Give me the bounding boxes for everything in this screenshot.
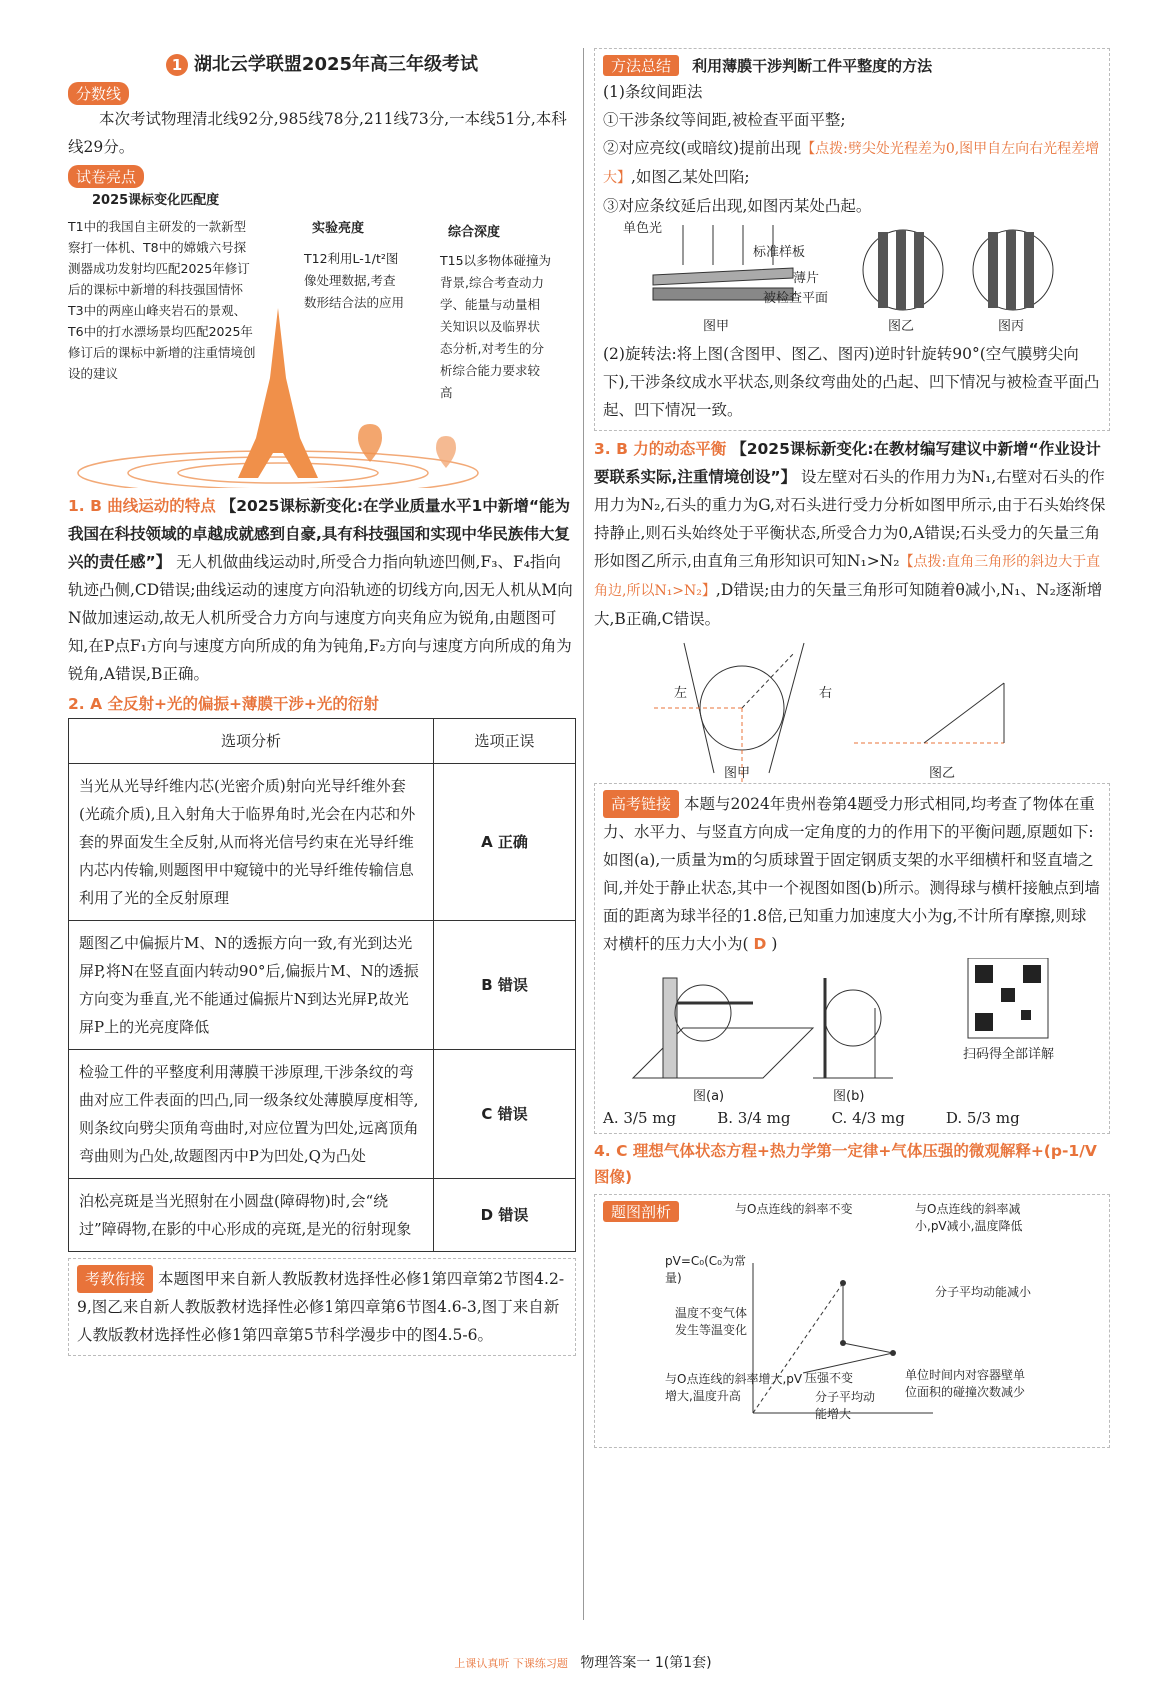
q3-note: 【点拨:直角三角形的斜边大于直角边,所以N₁>N₂】 xyxy=(594,554,1101,599)
q3-block xyxy=(594,435,1110,633)
annotation-collision-decrease: 单位时间内对容器壁单位面积的碰撞次数减少 xyxy=(905,1368,1026,1399)
highlights-panel xyxy=(68,188,576,488)
annotation-pv-constant: pV=C₀(C₀为常量) xyxy=(665,1254,746,1285)
annotation-slope-unchanged: 与O点连线的斜率不变 xyxy=(735,1202,853,1216)
label-right: 右 xyxy=(819,686,833,701)
table-row xyxy=(69,1050,576,1179)
highlights-tag: 试卷亮点 xyxy=(68,165,144,188)
q3-text-2: ,D错误;由力的矢量三角形可知随着θ减小,N₁、N₂逐渐增大,B正确,C错误。 xyxy=(594,581,1103,628)
textbook-link-tag: 考教衔接 xyxy=(77,1265,153,1293)
force-diagram-svg xyxy=(594,633,1110,783)
label-fig-a-orig: 图(a) xyxy=(693,1089,725,1104)
annotation-pressure-constant: 压强不变 xyxy=(805,1371,854,1385)
right-column xyxy=(594,48,1110,1448)
annotation-temp-increase: 与O点连线的斜率增大,pV增大,温度升高 xyxy=(665,1372,803,1403)
q3-text-1: 设左壁对石头的作用力为N₁,右壁对石头的作用力为N₂,石头的重力为G,对石头进行受力分析如图甲所示,由于石头始终保持静止,则石头始终处于平衡状态,所受合力为0,A错误;石头受力的矢量三角形如图乙所示,由直角三角形知识可知N₁>N₂ xyxy=(594,468,1106,570)
option-d: D. 5/3 mg xyxy=(945,1109,1020,1127)
match-title: 2025课标变化匹配度 xyxy=(92,193,220,208)
textbook-link-text: 本题图甲来自新人教版教材选择性必修1第四章第2节图4.2-9,图乙来自新人教版教材选择性必修1第四章第6节图4.6-3,图丁来自新人教版教材选择性必修1第四章第5节科学漫步中的图4.5-6。 xyxy=(77,1270,565,1344)
original-answer: D xyxy=(753,935,767,953)
interference-figures xyxy=(603,220,1101,340)
q3-heading: 3. B 力的动态平衡 xyxy=(594,440,727,458)
column-divider xyxy=(583,48,584,1620)
left-column xyxy=(68,48,576,1356)
table-row xyxy=(69,1179,576,1252)
original-question-end: ) xyxy=(771,935,778,953)
table-cell-analysis: 泊松亮斑是当光照射在小圆盘(障碍物)时,会“绕过”障碍物,在影的中心形成的亮斑,是光的衍射现象 xyxy=(69,1179,434,1252)
option-c: C. 4/3 mg xyxy=(831,1109,905,1127)
option-a: A. 3/5 mg xyxy=(603,1109,677,1127)
q1-block xyxy=(68,492,576,688)
exam-number-badge: 1 xyxy=(166,54,188,76)
original-figures xyxy=(603,958,1101,1108)
table-cell-analysis: 当光从光导纤维内芯(光密介质)射向光导纤维外套(光疏介质),且入射角大于临界角时,光会在内芯和外套的界面发生全反射,从而将光信号约束在光导纤维内芯内传输,则题图甲中窥镜中的光导纤维传输信息利用了光的全反射原理 xyxy=(69,764,434,921)
q1-text: 无人机做曲线运动时,所受合力指向轨迹凹侧,F₃、F₄指向轨迹凸侧,CD错误;曲线运动的速度方向沿轨迹的切线方向,因无人机从M向N做加速运动,故无人机所受合力方向与速度方向夹角应为锐角,由题图可知,在P点F₁方向与速度方向所成的角为钝角,F₂方向与速度方向所成的角为锐角,A错误,B正确。 xyxy=(68,553,573,683)
q3-figures xyxy=(594,633,1110,783)
figure-analysis-tag: 题图剖析 xyxy=(603,1201,679,1222)
footer-logo-text: 上课认真听 下课练习题 xyxy=(454,1657,568,1670)
exam-link-text: 本题与2024年贵州卷第4题受力形式相同,均考查了物体在重力、水平力、与竖直方向成一定角度的力的作用下的平衡问题,原题如下: xyxy=(603,795,1095,841)
score-tag: 分数线 xyxy=(68,82,129,105)
method-summary-box xyxy=(594,48,1110,431)
table-cell-result: D 错误 xyxy=(434,1179,576,1252)
option-b: B. 3/4 mg xyxy=(717,1109,791,1127)
page-footer xyxy=(0,1652,1166,1672)
q1-standard-change: 【2025课标新变化:在学业质量水平1中新增“能为我国在科技领域的卓越成就感到自豪,具有科技强国和实现中华民族伟大复兴的责任感”】 xyxy=(68,497,571,571)
method-line2-a: ②对应亮纹(或暗纹)提前出现 xyxy=(603,139,802,157)
original-question xyxy=(603,846,1101,958)
label-tested-plane: 被检查平面 xyxy=(763,291,829,306)
depth-title: 综合深度 xyxy=(448,225,501,240)
q2-textbook-link xyxy=(68,1258,576,1356)
exp-text: T12利用L-1/t²图像处理数据,考查数形结合法的应用 xyxy=(304,251,405,310)
method-line3: ③对应条纹延后出现,如图丙某处凸起。 xyxy=(603,197,872,215)
match-text: T1中的我国自主研发的一款新型察打一体机、T8中的嫦娥六号探测器成功发射均匹配2025年修订后的课标中新增的科技强国情怀 T3中的两座山峰夹岩石的景观、T6中的打水漂场景均匹配2025年修订后的课标中新增的注重情境创设的建议 xyxy=(68,219,256,381)
table-header-result: 选项正误 xyxy=(434,719,576,764)
table-row xyxy=(69,764,576,921)
table-cell-analysis: 题图乙中偏振片M、N的透振方向一致,有光到达光屏P,将N在竖直面内转动90°后,偏振片M、N的透振方向变为垂直,光不能通过偏振片N到达光屏P,故光屏P上的光亮度降低 xyxy=(69,921,434,1050)
annotation-temp-decrease: 与O点连线的斜率减小,pV减小,温度降低 xyxy=(915,1202,1023,1233)
method-p1: (1)条纹间距法 xyxy=(603,83,703,101)
q2-options-table xyxy=(68,718,576,1252)
q1-heading: 1. B 曲线运动的特点 xyxy=(68,497,216,515)
label-fig-b: 图乙 xyxy=(888,319,915,334)
label-fig-b-orig: 图(b) xyxy=(833,1089,865,1104)
method-p2: (2)旋转法:将上图(含图甲、图乙、图丙)逆时针旋转90°(空气膜劈尖向下),干涉条纹成水平状态,则条纹弯曲处的凸起、凹下情况与被检查平面凸起、凹下情况一致。 xyxy=(603,345,1100,419)
label-monochromatic-light: 单色光 xyxy=(623,221,663,236)
method-line2-note: 【点拨:劈尖处光程差为0,图甲自左向右光程差增大】 xyxy=(603,141,1100,186)
original-question-text: 如图(a),一质量为m的匀质球置于固定钢质支架的水平细横杆和竖直墙之间,并处于静止状态,其中一个视图如图(b)所示。测得球与横杆接触点到墙面的距离为球半径的1.8倍,已知重力加速度大小为g,不计所有摩擦,则球对横杆的压力大小为( xyxy=(603,851,1100,953)
annotation-ke-decrease: 分子平均动能减小 xyxy=(935,1285,1032,1299)
table-row xyxy=(69,921,576,1050)
interference-svg xyxy=(603,220,1103,340)
label-left: 左 xyxy=(674,686,688,701)
label-fig-jia: 图甲 xyxy=(724,766,751,781)
q3-standard-change: 【2025课标新变化:在教材编写建议中新增“作业设计要联系实际,注重情境创设”】 xyxy=(594,440,1101,486)
table-header-row xyxy=(69,719,576,764)
label-film: 薄片 xyxy=(793,271,820,286)
method-line2-b: ,如图乙某处凹陷; xyxy=(631,168,750,186)
label-fig-a: 图甲 xyxy=(703,319,730,334)
method-title: 利用薄膜干涉判断工件平整度的方法 xyxy=(692,57,933,75)
label-fig-yi: 图乙 xyxy=(929,766,956,781)
score-text: 本次考试物理清北线92分,985线78分,211线73分,一本线51分,本科线29分。 xyxy=(68,110,567,156)
exam-title xyxy=(68,50,576,76)
q2-heading: 2. A 全反射+光的偏振+薄膜干涉+光的衍射 xyxy=(68,695,379,713)
exam-link-box xyxy=(594,783,1110,1134)
table-cell-result: B 错误 xyxy=(434,921,576,1050)
answer-options xyxy=(603,1108,1101,1127)
annotation-isothermal: 温度不变气体发生等温变化 xyxy=(675,1306,748,1337)
exp-title: 实验亮度 xyxy=(312,221,365,236)
table-cell-analysis: 检验工件的平整度利用薄膜干涉原理,干涉条纹的弯曲对应工件表面的凹凸,同一级条纹处薄膜厚度相等,则条纹向劈尖顶角弯曲时,对应位置为凹处,远离顶角弯曲则为凸处,故题图丙中P为凹处,Q为凸处 xyxy=(69,1050,434,1179)
exam-link-tag: 高考链接 xyxy=(603,790,679,818)
eiffel-tower-illustration xyxy=(68,288,576,488)
qr-caption: 扫码得全部详解 xyxy=(963,1047,1055,1062)
q4-heading: 4. C 理想气体状态方程+热力学第一定律+气体压强的微观解释+(p-1/V图像) xyxy=(594,1142,1097,1186)
exam-title-text: 湖北云学联盟2025年高三年级考试 xyxy=(193,54,479,75)
depth-text: T15以多物体碰撞为背景,综合考查动力学、能量与动量相关知识以及临界状态分析,对考生的分析综合能力要求较高 xyxy=(440,253,552,400)
table-cell-result: A 正确 xyxy=(434,764,576,921)
table-header-analysis: 选项分析 xyxy=(69,719,434,764)
q4-figure-analysis xyxy=(594,1194,1110,1448)
annotation-ke-increase: 分子平均动能增大 xyxy=(815,1390,876,1421)
method-line2 xyxy=(603,134,1101,192)
method-tag: 方法总结 xyxy=(603,55,679,76)
table-cell-result: C 错误 xyxy=(434,1050,576,1179)
label-standard-sample: 标准样板 xyxy=(753,245,806,260)
footer-text: 物理答案一 1(第1套) xyxy=(580,1655,712,1671)
label-fig-c: 图丙 xyxy=(998,319,1025,334)
method-line1: ①干涉条纹等间距,被检查平面平整; xyxy=(603,111,846,129)
